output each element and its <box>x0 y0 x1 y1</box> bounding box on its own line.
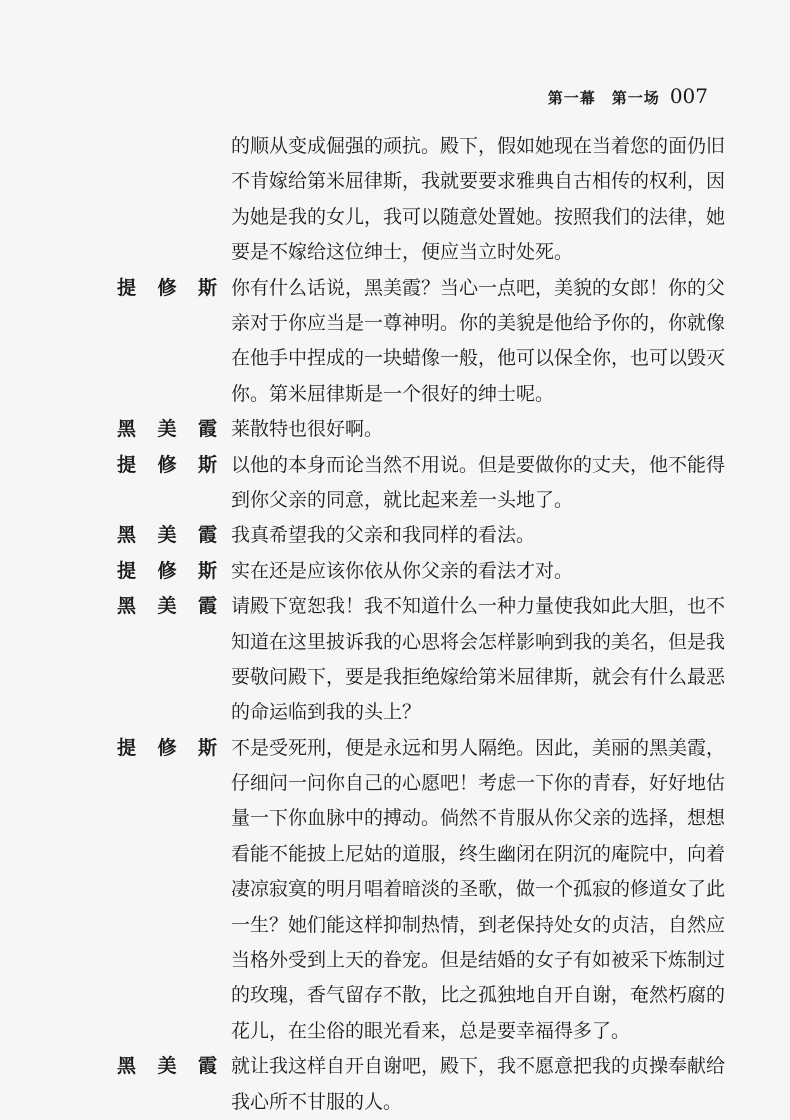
speech-text <box>231 731 725 1050</box>
speech-line: 要敬问殿下，要是我拒绝嫁给第米屈律斯，就会有什么最恶 <box>231 665 726 688</box>
speech-line: 在他手中捏成的一块蜡像一般，他可以保全你，也可以毁灭 <box>231 347 726 370</box>
speech-line: 量一下你血脉中的搏动。倘然不肯服从你父亲的选择，想想 <box>231 807 726 830</box>
dialogue-entry <box>117 412 687 447</box>
speaker-name: 提 修 斯 <box>117 276 217 299</box>
speech-line: 你有什么话说，黑美霞？当心一点吧，美貌的女郎！你的父 <box>231 276 726 299</box>
speech-text <box>231 589 725 731</box>
speech-line: 仔细问一问你自己的心愿吧！考虑一下你的青春，好好地估 <box>231 772 726 795</box>
speech-line: 我心所不甘服的人。 <box>231 1090 403 1113</box>
speech-line: 的命运临到我的头上？ <box>231 701 422 724</box>
speaker-name: 提 修 斯 <box>117 736 217 759</box>
speech-line: 的玫瑰，香气留存不散，比之孤独地自开自谢，奄然朽腐的 <box>231 984 726 1007</box>
speech-line: 我真希望我的父亲和我同样的看法。 <box>231 524 536 547</box>
continued-speech <box>231 129 726 271</box>
speech-line: 请殿下宽恕我！我不知道什么一种力量使我如此大胆，也不 <box>231 595 726 618</box>
dialogue-entry <box>117 271 726 413</box>
page-number: 007 <box>669 84 708 108</box>
dialogue-entry <box>117 589 726 731</box>
speech-text <box>231 271 725 413</box>
speech-line: 凄凉寂寞的明月唱着暗淡的圣歌，做一个孤寂的修道女了此 <box>231 878 726 901</box>
dialogue-entry <box>117 448 726 519</box>
speech-line: 你。第米屈律斯是一个很好的绅士呢。 <box>231 382 555 405</box>
speaker-name: 提 修 斯 <box>117 453 217 476</box>
dialogue-entry <box>117 554 687 589</box>
speaker-name: 黑 美 霞 <box>117 418 217 441</box>
speech-line: 花儿，在尘俗的眼光看来，总是要幸福得多了。 <box>231 1019 631 1042</box>
speaker-name: 黑 美 霞 <box>117 595 217 618</box>
running-head: 第一幕 第一场 <box>547 89 660 107</box>
speech-line: 莱散特也很好啊。 <box>231 418 384 441</box>
dialogue-entry <box>117 518 687 553</box>
speech-line: 以他的本身而论当然不用说。但是要做你的丈夫，他不能得 <box>231 453 726 476</box>
speaker-name: 黑 美 霞 <box>117 1055 217 1078</box>
speech-line: 就让我这样自开自谢吧，殿下，我不愿意把我的贞操奉献给 <box>231 1055 726 1078</box>
speech-line: 亲对于你应当是一尊神明。你的美貌是他给予你的，你就像 <box>231 311 726 334</box>
page-header <box>548 84 708 108</box>
speech-line: 一生？她们能这样抑制热情，到老保持处女的贞洁，自然应 <box>231 913 726 936</box>
dialogue-entry <box>117 1049 726 1120</box>
speech-line: 实在还是应该你依从你父亲的看法才对。 <box>231 559 574 582</box>
speech-line: 不肯嫁给第米屈律斯，我就要要求雅典自古相传的权利，因 <box>231 170 726 193</box>
speaker-name: 提 修 斯 <box>117 559 217 582</box>
dialogue-entry <box>117 731 726 1050</box>
speech-line: 当格外受到上天的眷宠。但是结婚的女子有如被采下炼制过 <box>231 949 726 972</box>
speech-line: 不是受死刑，便是永远和男人隔绝。因此，美丽的黑美霞， <box>231 736 726 759</box>
speech-text <box>231 518 687 553</box>
speech-line: 的顺从变成倔强的顽抗。殿下，假如她现在当着您的面仍旧 <box>231 135 726 157</box>
speech-text <box>231 412 687 447</box>
speech-line: 知道在这里披诉我的心思将会怎样影响到我的美名，但是我 <box>231 630 726 653</box>
speech-text <box>231 1049 725 1120</box>
speech-line: 要是不嫁给这位绅士，便应当立时处死。 <box>231 241 574 264</box>
page-body <box>117 129 726 1120</box>
speech-text <box>231 448 725 519</box>
speech-line: 看能不能披上尼姑的道服，终生幽闭在阴沉的庵院中，向着 <box>231 842 726 865</box>
speech-line: 到你父亲的同意，就比起来差一头地了。 <box>231 488 574 511</box>
speaker-name: 黑 美 霞 <box>117 524 217 547</box>
speech-text <box>231 554 687 589</box>
speech-line: 为她是我的女儿，我可以随意处置她。按照我们的法律，她 <box>231 205 726 228</box>
